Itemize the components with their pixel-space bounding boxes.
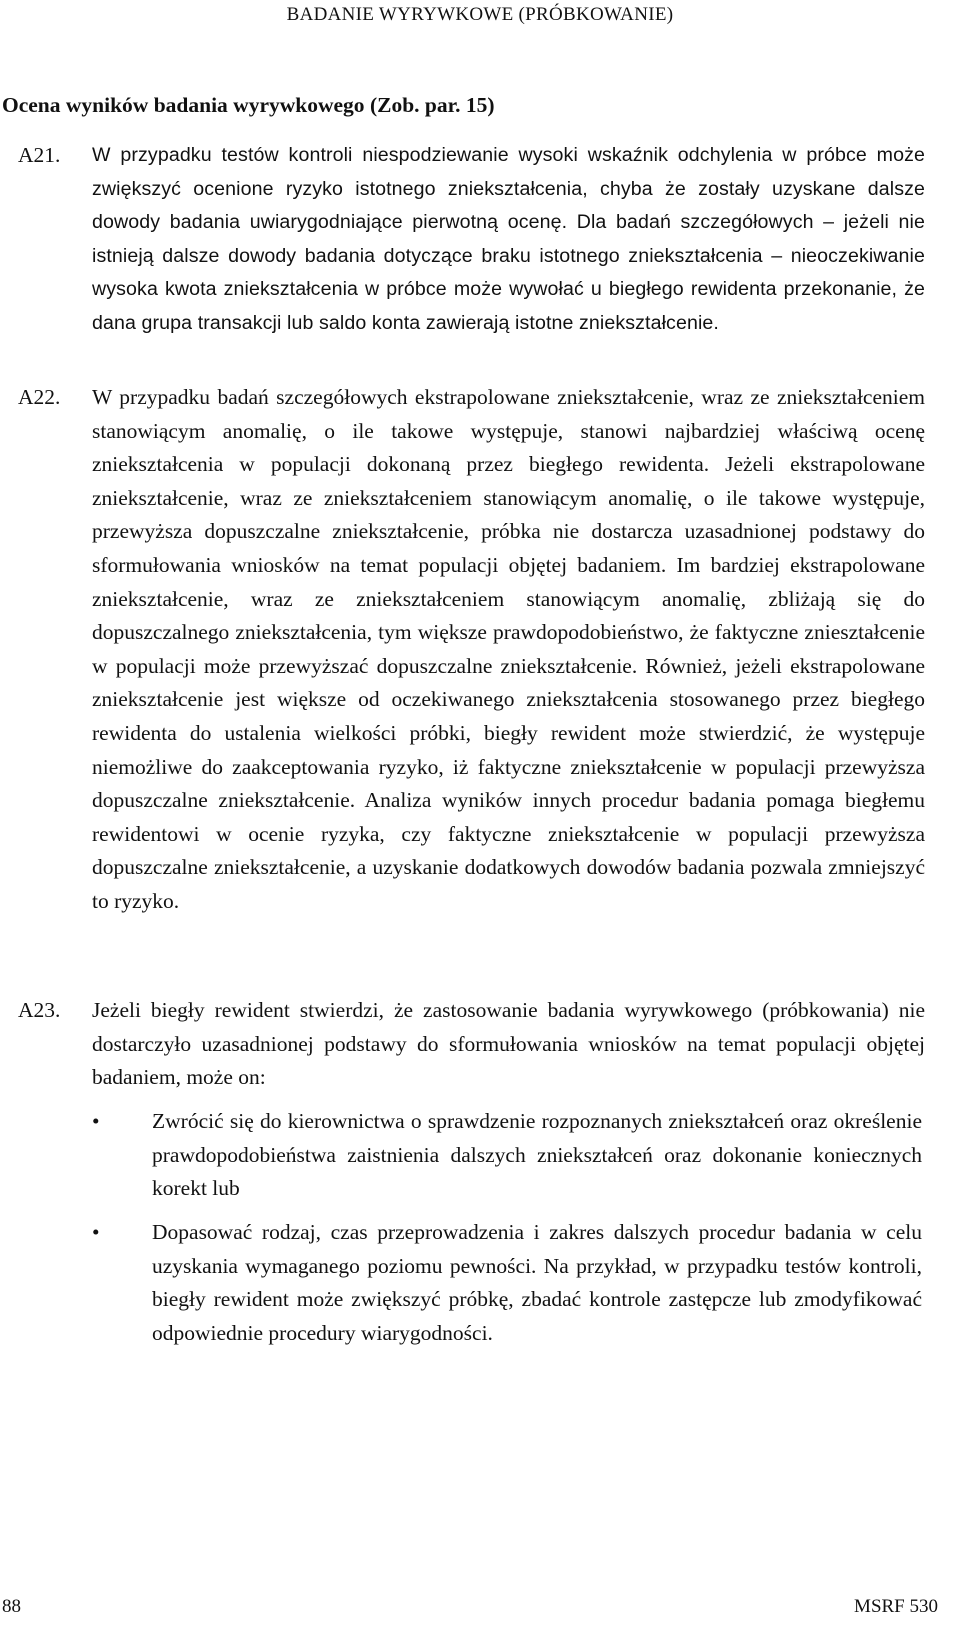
paragraph-text: W przypadku testów kontroli niespodziewanie wysoki wskaźnik odchylenia w próbce może zwiększyć ocenione ryzyko istotnego zniekształcenia, chyba że zostały uzyskane dalsze dowody badania uwiarygodniające pierwotną ocenę. Dla badań szczegółowych – jeżeli nie istnieją dalsze dowody badania dotyczące braku istotnego zniekształcenia – nieoczekiwanie wysoka kwota zniekształcenia w próbce może wywołać u biegłego rewidenta przekonanie, że dana grupa transakcji lub saldo konta zawierają istotne zniekształcenie.: [92, 144, 925, 334]
section-heading: [2, 93, 495, 118]
section-heading-title: Ocena wyników badania wyrywkowego: [2, 93, 365, 117]
page-number: 88: [2, 1596, 21, 1617]
paragraph-number: A23.: [18, 998, 61, 1022]
running-header: BADANIE WYRYWKOWE (PRÓBKOWANIE): [286, 4, 674, 25]
section-heading-reference: (Zob. par. 15): [364, 93, 495, 117]
bullet-text: Zwrócić się do kierownictwa o sprawdzenie rozpoznanych zniekształceń oraz określenie prawdopodobieństwa zaistnienia dalszych zniekształceń oraz dokonanie koniecznych korekt lub: [152, 1109, 922, 1201]
paragraph-number: A21.: [18, 143, 61, 167]
document-code: MSRF 530: [854, 1596, 938, 1617]
bullet-icon: •: [92, 1109, 100, 1133]
bullet-text: Dopasować rodzaj, czas przeprowadzenia i zakres dalszych procedur badania w celu uzyskania wymaganego poziomu pewności. Na przykład, w przypadku testów kontroli, biegły rewident może zwiększyć próbkę, zbadać kontrole zastępcze lub zmodyfikować odpowiednie procedury wiarygodności.: [152, 1220, 922, 1345]
paragraph-number: A22.: [18, 385, 61, 409]
paragraph-text: Jeżeli biegły rewident stwierdzi, że zastosowanie badania wyrywkowego (próbkowania) nie dostarczyło uzasadnionej podstawy do sformułowania wniosków na temat populacji objętej badaniem, może on:: [92, 998, 925, 1090]
paragraph-text: W przypadku badań szczegółowych ekstrapolowane zniekształcenie, wraz ze zniekształceniem stanowiącym anomalię, o ile takowe występuje, stanowi najbardziej właściwą ocenę zniekształcenia w populacji dokonaną przez biegłego rewidenta. Jeżeli ekstrapolowane zniekształcenie, wraz ze zniekształceniem stanowiącym anomalię, o ile takowe występuje, przewyższa dopuszczalne zniekształcenie, próbka nie dostarcza uzasadnionej podstawy do sformułowania wniosków na temat populacji objętej badaniem. Im bardziej ekstrapolowane zniekształcenie, wraz ze zniekształceniem stanowiącym anomalię, zbliżają się do dopuszczalnego zniekształcenia, tym większe prawdopodobieństwo, że faktyczne znieształcenie w populacji może przewyższać dopuszczalne zniekształcenie. Również, jeżeli ekstrapolowane zniekształcenie jest większe od oczekiwanego zniekształcenia stosowanego przez biegłego rewidenta do ustalenia wielkości próbki, biegły rewident może stwierdzić, że występuje niemożliwe do zaakceptowania ryzyko, iż faktyczne zniekształcenie w populacji przewyższa dopuszczalne zniekształcenie. Analiza wyników innych procedur badania pomaga biegłemu rewidentowi w ocenie ryzyka, czy faktyczne zniekształcenie w populacji przewyższa dopuszczalne zniekształcenie, a uzyskanie dodatkowych dowodów badania pozwala zmniejszyć to ryzyko.: [92, 385, 925, 913]
bullet-icon: •: [92, 1220, 100, 1244]
